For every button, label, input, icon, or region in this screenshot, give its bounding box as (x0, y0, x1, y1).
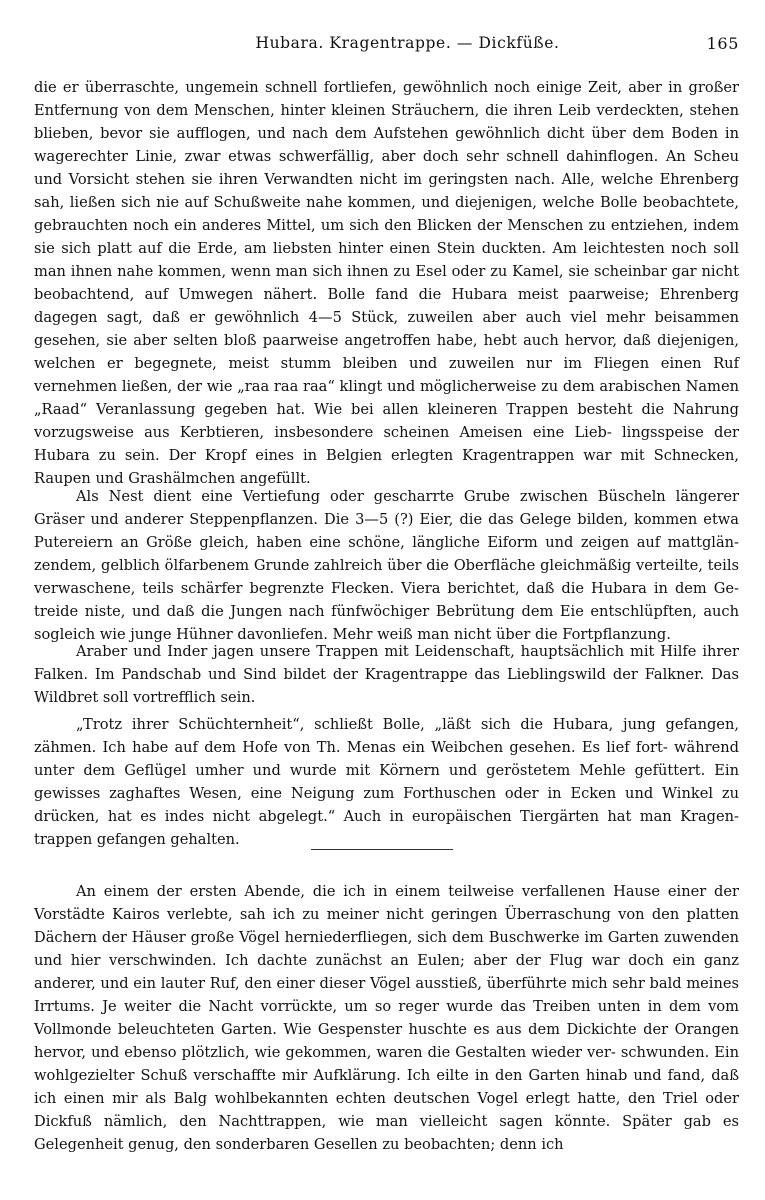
paragraph-nesting: Als Nest dient eine Vertiefung oder gescharrte Grube zwischen Büscheln längerer Gräser und anderer Steppenpflanzen. Die 3—5 (?) Eier, die das Gelege bilden, kommen etwa Putereiern an Größe gleich, haben eine schöne, längliche Eiform und zeigen auf mattglän- zendem, gelblich ölfarbenem Grunde zahlreich über die Oberfläche gleichmäßig verteilte, teils verwaschene, teils schärfer begrenzte Flecken. Viera berichtet, daß die Hubara in dem Ge- treide niste, und daß die Jungen nach fünfwöchiger Bebrütung dem Eie entschlüpften, auch sogleich wie junge Hühner davonliefen. Mehr weiß man nicht über die Fortpflanzung. (34, 488, 739, 643)
paragraph-taming-quote: „Trotz ihrer Schüchternheit“, schließt Bolle, „läßt sich die Hubara, jung gefangen, zähmen. Ich habe auf dem Hofe von Th. Menas ein Weibchen gesehen. Es lief fort- während unter dem Geflügel umher und wurde mit Körnern und geröstetem Mehle gefüttert. Ein gewisses zaghaftes Wesen, eine Neigung zum Forthuschen oder in Ecken und Winkel zu drücken, hat es indes nicht abgelegt.“ Auch in europäischen Tiergärten hat man Kragen- trappen gefangen gehalten. (34, 716, 739, 848)
paragraph-hunting: Araber und Inder jagen unsere Trappen mit Leidenschaft, hauptsächlich mit Hilfe ihrer Falken. Im Pandschab und Sind bildet der Kragentrappe das Lieblingswild der Falkner. Das Wildbret soll vortrefflich sein. (34, 643, 739, 706)
paragraph-triel-intro: An einem der ersten Abende, die ich in einem teilweise verfallenen Hause einer der Vorstädte Kairos verlebte, sah ich zu meiner nicht geringen Überraschung von den platten Dächern der Häuser große Vögel herniederfliegen, sich dem Buschwerke im Garten zuwenden und hier verschwinden. Ich dachte zunächst an Eulen; aber der Flug war doch ein ganz anderer, und ein lauter Ruf, den einer dieser Vögel ausstieß, überführte mich sehr bald meines Irrtums. Je weiter die Nacht vorrückte, um so reger wurde das Treiben unten in dem vom Vollmonde beleuchteten Garten. Wie Gespenster huschte es aus dem Dickichte der Orangen hervor, und ebenso plötzlich, wie gekommen, waren die Gestalten wieder ver- schwunden. Ein wohlgezielter Schuß verschaffte mir Aufklärung. Ich eilte in den Garten hinab und fand, daß ich einen mir als Balg wohlbekannten echten deutschen Vogel erlegt hatte, den Triel oder Dickfuß nämlich, den Nachttrappen, wie man vielleicht sagen könnte. Später gab es Gelegenheit genug, den sonderbaren Gesellen zu beobachten; denn ich (34, 883, 739, 1153)
running-head: Hubara. Kragentrappe. — Dickfüße. (255, 34, 560, 52)
paragraph-hubara-behavior: die er überraschte, ungemein schnell fortliefen, gewöhnlich noch einige Zeit, aber in großer Entfernung von dem Menschen, hinter kleinen Sträuchern, die ihren Leib verdeckten, stehen blieben, bevor sie aufflogen, und nach dem Aufstehen gewöhnlich dicht über dem Boden in wagerechter Linie, zwar etwas schwerfällig, aber doch sehr schnell dahinflogen. An Scheu und Vorsicht stehen sie ihren Verwandten nicht im geringsten nach. Alle, welche Ehrenberg sah, ließen sich nie auf Schußweite nahe kommen, und diejenigen, welche Bolle beobachtete, gebrauchten noch ein anderes Mittel, um sich den Blicken der Menschen zu entziehen, indem sie sich platt auf die Erde, am liebsten hinter einen Stein duckten. Am leichtesten noch soll man ihnen nahe kommen, wenn man sich ihnen zu Esel oder zu Kamel, sie scheinbar gar nicht beobachtend, auf Umwegen nähert. Bolle fand die Hubara meist paarweise; Ehrenberg dagegen sagt, daß er gewöhnlich 4—5 Stück, zuweilen aber auch viel mehr beisammen gesehen, sie aber selten bloß paarweise angetroffen habe, hebt auch hervor, daß diejenigen, welchen er begegnete, meist stumm bleiben und zuweilen nur im Fliegen einen Ruf vernehmen ließen, der wie „raa raa raa“ klingt und möglicherweise zu dem arabischen Namen „Raad“ Veranlassung gegeben hat. Wie bei allen kleineren Trappen besteht die Nahrung vorzugsweise aus Kerbtieren, insbesondere scheinen Ameisen eine Lieb- lingsspeise der Hubara zu sein. Der Kropf eines in Belgien erlegten Kragentrappen war mit Schnecken, Raupen und Grashälmchen angefüllt. (34, 79, 739, 487)
page-number: 165 (706, 34, 739, 53)
section-divider (311, 849, 453, 850)
page-header (36, 34, 739, 60)
